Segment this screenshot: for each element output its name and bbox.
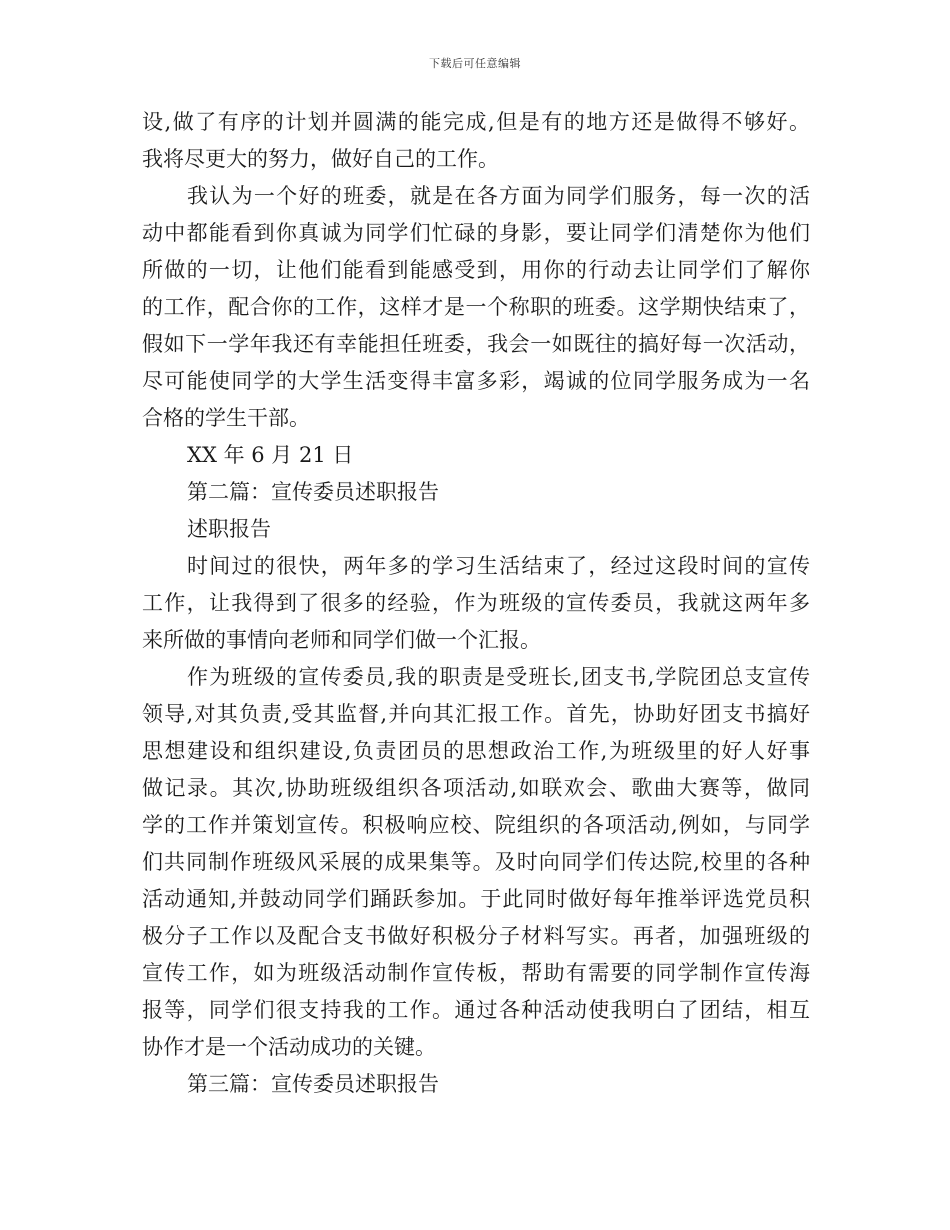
text-line: 做记录。其次,协助班级组织各项活动,如联欢会、歌曲大赛等，做同: [142, 776, 810, 800]
text-line: 合格的学生干部。: [142, 406, 310, 430]
text-line: 假如下一学年我还有幸能担任班委，我会一如既往的搞好每一次活动，: [142, 332, 810, 356]
text-line: 协作才是一个活动成功的关键。: [142, 1035, 436, 1059]
text-line: 我认为一个好的班委，就是在各方面为同学们服务，每一次的活: [187, 184, 810, 208]
page-header: 下载后可任意编辑: [429, 57, 521, 70]
text-line: 作为班级的宣传委员,我的职责是受班长,团支书,学院团总支宣传: [187, 665, 810, 689]
text-line: 我将尽更大的努力，做好自己的工作。: [142, 147, 499, 171]
document-body: [142, 104, 810, 1103]
text-line: 宣传工作，如为班级活动制作宣传板，帮助有需要的同学制作宣传海: [142, 961, 810, 985]
text-line: 思想建设和组织建设,负责团员的思想政治工作,为班级里的好人好事: [142, 739, 810, 763]
text-line: 尽可能使同学的大学生活变得丰富多彩，竭诚的位同学服务成为一名: [142, 369, 810, 393]
text-line: 述职报告: [187, 517, 271, 541]
text-line: 领导,对其负责,受其监督,并向其汇报工作。首先，协助好团支书搞好: [142, 702, 810, 726]
text-line: 活动通知,并鼓动同学们踊跃参加。于此同时做好每年推举评选党员积: [142, 887, 810, 911]
text-line: 第三篇：宣传委员述职报告: [187, 1072, 439, 1096]
text-line: 来所做的事情向老师和同学们做一个汇报。: [142, 628, 541, 652]
text-line: XX 年 6 月 21 日: [187, 443, 354, 467]
text-line: 学的工作并策划宣传。积极响应校、院组织的各项活动,例如，与同学: [142, 813, 810, 837]
text-line: 工作，让我得到了很多的经验，作为班级的宣传委员，我就这两年多: [142, 591, 810, 615]
text-line: 报等，同学们很支持我的工作。通过各种活动使我明白了团结，相互: [142, 998, 810, 1022]
text-line: 时间过的很快，两年多的学习生活结束了，经过这段时间的宣传: [187, 554, 810, 578]
text-line: 设,做了有序的计划并圆满的能完成,但是有的地方还是做得不够好。: [142, 110, 810, 134]
text-line: 的工作，配合你的工作，这样才是一个称职的班委。这学期快结束了，: [142, 295, 810, 319]
text-line: 第二篇：宣传委员述职报告: [187, 480, 439, 504]
text-line: 所做的一切，让他们能看到能感受到，用你的行动去让同学们了解你: [142, 258, 810, 282]
text-line: 动中都能看到你真诚为同学们忙碌的身影，要让同学们清楚你为他们: [142, 221, 810, 245]
text-line: 们共同制作班级风采展的成果集等。及时向同学们传达院,校里的各种: [142, 850, 810, 874]
text-line: 极分子工作以及配合支书做好积极分子材料写实。再者，加强班级的: [142, 924, 810, 948]
